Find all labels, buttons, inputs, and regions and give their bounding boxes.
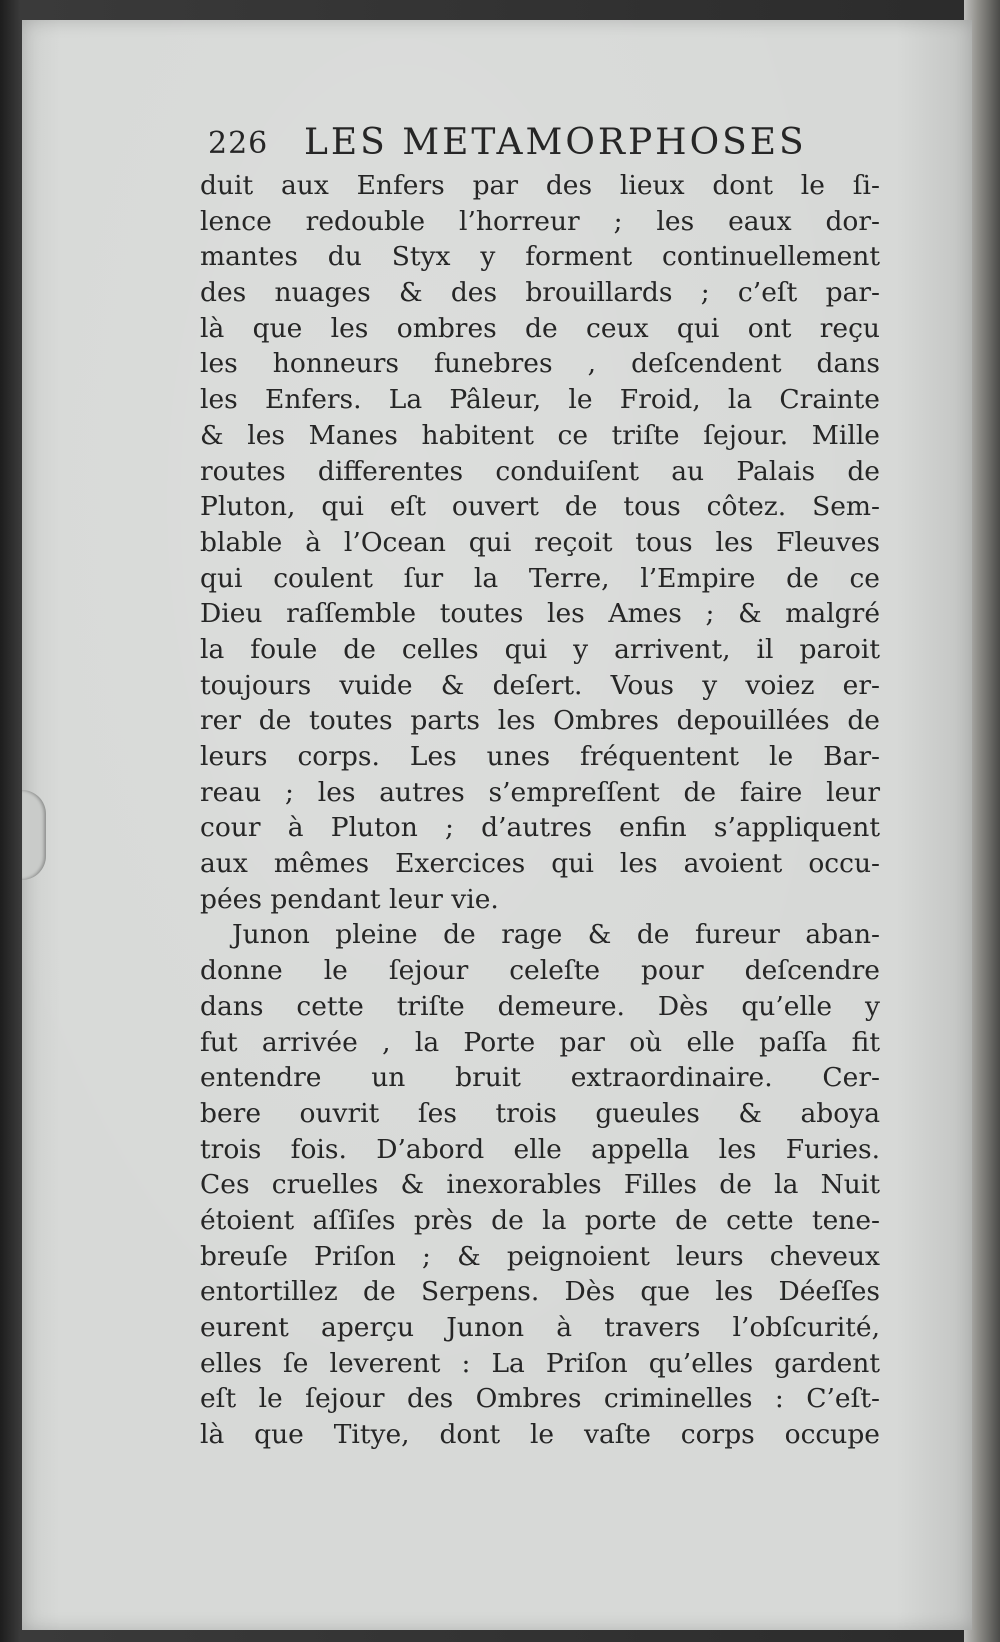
- text-line: les honneurs funebres , deſcendent dans: [200, 348, 880, 380]
- text-line: & les Manes habitent ce triſte ſejour. Mille: [200, 419, 880, 451]
- text-line: blable à l’Ocean qui reçoit tous les Fleuves: [200, 526, 880, 558]
- text-line: donne le ſejour celeſte pour deſcendre: [200, 955, 880, 987]
- page-number: 226: [208, 126, 269, 161]
- text-line: cour à Pluton ; d’autres enfin s’appliquent: [200, 812, 880, 844]
- text-line: eurent aperçu Junon à travers l’obſcurité,: [200, 1312, 880, 1343]
- text-line: la foule de celles qui y arrivent, il paroit: [200, 633, 880, 665]
- text-line: fut arrivée , la Porte par où elle paſſa fit: [200, 1026, 880, 1058]
- text-line: breuſe Priſon ; & peignoient leurs cheveux: [200, 1240, 880, 1272]
- running-head-title: LES METAMORPHOSES: [304, 122, 807, 163]
- text-line: Ces cruelles & inexorables Filles de la Nuit: [200, 1169, 880, 1201]
- text-line: reau ; les autres s’empreſſent de faire leur: [200, 776, 880, 808]
- text-line: qui coulent ſur la Terre, l’Empire de ce: [200, 562, 880, 594]
- text-line: là que Titye, dont le vaſte corps occupe: [200, 1419, 880, 1451]
- text-line: pées pendant leur vie.: [200, 883, 499, 915]
- body-text: [200, 168, 880, 1453]
- text-line: rer de toutes parts les Ombres depouillées de: [200, 705, 880, 737]
- text-line: mantes du Styx y forment continuellement: [200, 241, 880, 273]
- text-line: aux mêmes Exercices qui les avoient occu-: [200, 848, 880, 880]
- text-line: dans cette triſte demeure. Dès qu’elle y: [200, 990, 880, 1022]
- text-line: les Enfers. La Pâleur, le Froid, la Crainte: [200, 384, 880, 416]
- text-line: des nuages & des brouillards ; c’eſt par-: [200, 277, 880, 309]
- text-line: duit aux Enfers par des lieux dont le ſi-: [200, 170, 880, 201]
- running-head: [208, 122, 848, 170]
- text-line: là que les ombres de ceux qui ont reçu: [200, 312, 880, 344]
- text-line: Junon pleine de rage & de fureur aban-: [232, 919, 880, 951]
- text-line: bere ouvrit ſes trois gueules & aboya: [200, 1097, 880, 1129]
- text-line: trois fois. D’abord elle appella les Furies.: [200, 1133, 880, 1165]
- page-edge-tab: [22, 790, 46, 880]
- text-line: Pluton, qui eſt ouvert de tous côtez. Sem-: [200, 491, 880, 523]
- text-line: entendre un bruit extraordinaire. Cer-: [200, 1062, 880, 1094]
- text-line: elles ſe leverent : La Priſon qu’elles gardent: [200, 1347, 880, 1379]
- text-line: toujours vuide & deſert. Vous y voiez er-: [200, 669, 880, 701]
- text-line: Dieu raſſemble toutes les Ames ; & malgré: [200, 598, 880, 630]
- text-line: routes differentes conduiſent au Palais de: [200, 455, 880, 487]
- text-line: entortillez de Serpens. Dès que les Déeſſes: [200, 1276, 880, 1308]
- text-line: eſt le ſejour des Ombres criminelles : C’eſt-: [200, 1383, 880, 1415]
- text-line: leurs corps. Les unes fréquentent le Bar-: [200, 741, 880, 772]
- text-line: lence redouble l’horreur ; les eaux dor-: [200, 205, 880, 237]
- text-line: étoient aſſiſes près de la porte de cette tene-: [200, 1204, 880, 1236]
